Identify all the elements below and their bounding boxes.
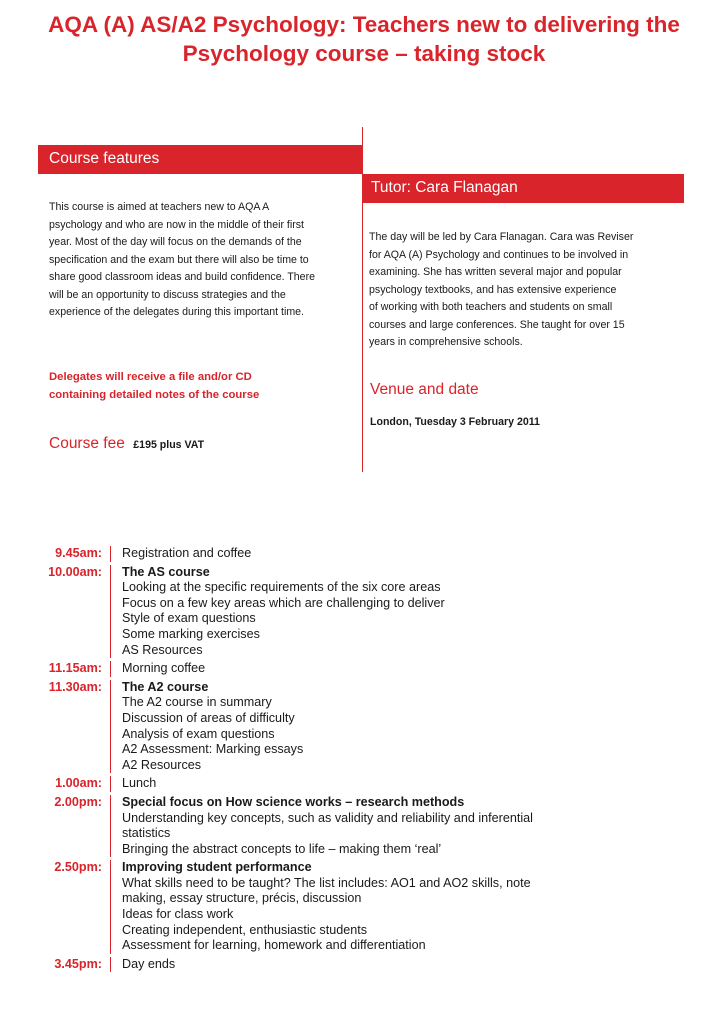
schedule-content: [111, 795, 684, 857]
schedule-time: 2.00pm:: [34, 795, 111, 857]
course-features-line: year. Most of the day will focus on the demands of the: [49, 236, 302, 248]
schedule-content: [111, 776, 684, 792]
schedule-detail: statistics: [122, 826, 171, 841]
schedule-time: 1.00am:: [34, 776, 111, 792]
schedule-content: [111, 860, 684, 954]
schedule-detail: Analysis of exam questions: [122, 726, 275, 741]
schedule-time: 9.45am:: [34, 546, 111, 562]
tutor-line: psychology textbooks, and has extensive experience: [369, 283, 617, 296]
title-line-1: AQA (A) AS/A2 Psychology: Teachers new to delivering the: [48, 12, 680, 37]
schedule-time: 3.45pm:: [34, 957, 111, 973]
schedule-row: [34, 565, 684, 659]
schedule-row: [34, 776, 684, 792]
schedule-time: 11.30am:: [34, 680, 111, 774]
tutor-line: for AQA (A) Psychology and continues to be involved in: [369, 248, 629, 261]
schedule-detail: Looking at the specific requirements of the six core areas: [122, 580, 441, 595]
schedule-detail: AS Resources: [122, 642, 203, 657]
tutor-line: of working with both teachers and students on small: [369, 301, 613, 313]
schedule-detail: Understanding key concepts, such as validity and reliability and inferential: [122, 810, 533, 825]
schedule-detail: What skills need to be taught? The list includes: AO1 and AO2 skills, note: [122, 875, 531, 890]
schedule-detail: Bringing the abstract concepts to life – making them ‘real’: [122, 841, 442, 856]
schedule: [34, 546, 684, 975]
tutor-line: The day will be led by Cara Flanagan. Cara was Reviser: [369, 231, 634, 243]
schedule-detail: A2 Resources: [122, 757, 202, 772]
schedule-content: [111, 546, 684, 562]
schedule-row: [34, 957, 684, 973]
delegates-line-1: Delegates will receive a file and/or CD: [49, 371, 252, 383]
schedule-title: Special focus on How science works – research methods: [122, 794, 465, 809]
schedule-title: Registration and coffee: [122, 546, 252, 560]
schedule-row: [34, 795, 684, 857]
schedule-row: [34, 546, 684, 562]
schedule-content: [111, 565, 684, 659]
course-features-heading: Course features: [38, 145, 362, 174]
schedule-time: 11.15am:: [34, 661, 111, 677]
tutor-heading: Tutor: Cara Flanagan: [363, 174, 684, 203]
schedule-detail: Ideas for class work: [122, 907, 234, 922]
course-fee-label: Course fee: [49, 435, 125, 452]
schedule-detail: A2 Assessment: Marking essays: [122, 742, 304, 757]
schedule-title: The A2 course: [122, 679, 209, 694]
schedule-time: 2.50pm:: [34, 860, 111, 954]
course-features-line: share good classroom ideas and build confidence. There: [49, 271, 315, 283]
course-features-line: psychology and who are now in the middle of their first: [49, 218, 304, 231]
schedule-row: [34, 661, 684, 677]
course-features-line: experience of the delegates during this important time.: [49, 306, 304, 318]
course-features-text: [49, 199, 360, 322]
schedule-content: [111, 957, 684, 973]
course-fee-value: £195 plus VAT: [133, 439, 205, 451]
schedule-title: Lunch: [122, 776, 157, 791]
venue-heading: Venue and date: [370, 381, 479, 398]
schedule-row: [34, 860, 684, 954]
delegates-line-2: containing detailed notes of the course: [49, 389, 260, 401]
schedule-detail: Focus on a few key areas which are challenging to deliver: [122, 595, 445, 610]
schedule-content: [111, 680, 684, 774]
schedule-detail: Assessment for learning, homework and differentiation: [122, 938, 426, 953]
schedule-time: 10.00am:: [34, 565, 111, 659]
schedule-detail: Discussion of areas of difficulty: [122, 710, 295, 725]
schedule-title: The AS course: [122, 564, 210, 579]
tutor-text: [369, 229, 679, 352]
page-title: [0, 10, 728, 68]
schedule-detail: Creating independent, enthusiastic students: [122, 922, 368, 937]
delegates-notice: [49, 368, 349, 404]
schedule-title: Morning coffee: [122, 661, 206, 676]
title-line-2: Psychology course – taking stock: [182, 41, 546, 66]
tutor-line: courses and large conferences. She taught for over 15: [369, 318, 625, 331]
course-features-line: specification and the exam but there will also be time to: [49, 253, 309, 266]
schedule-row: [34, 680, 684, 774]
course-fee: [49, 432, 204, 457]
schedule-detail: Style of exam questions: [122, 611, 256, 626]
venue-date: London, Tuesday 3 February 2011: [370, 416, 540, 428]
schedule-detail: The A2 course in summary: [122, 695, 272, 710]
tutor-line: examining. She has written several major and popular: [369, 266, 622, 278]
tutor-line: years in comprehensive schools.: [369, 336, 523, 348]
schedule-detail: making, essay structure, précis, discussion: [122, 891, 362, 906]
course-features-line: This course is aimed at teachers new to AQA A: [49, 201, 270, 213]
schedule-title: Improving student performance: [122, 860, 312, 875]
course-features-line: will be an opportunity to discuss strategies and the: [49, 288, 286, 301]
schedule-content: [111, 661, 684, 677]
schedule-title: Day ends: [122, 956, 176, 971]
schedule-detail: Some marking exercises: [122, 626, 260, 641]
